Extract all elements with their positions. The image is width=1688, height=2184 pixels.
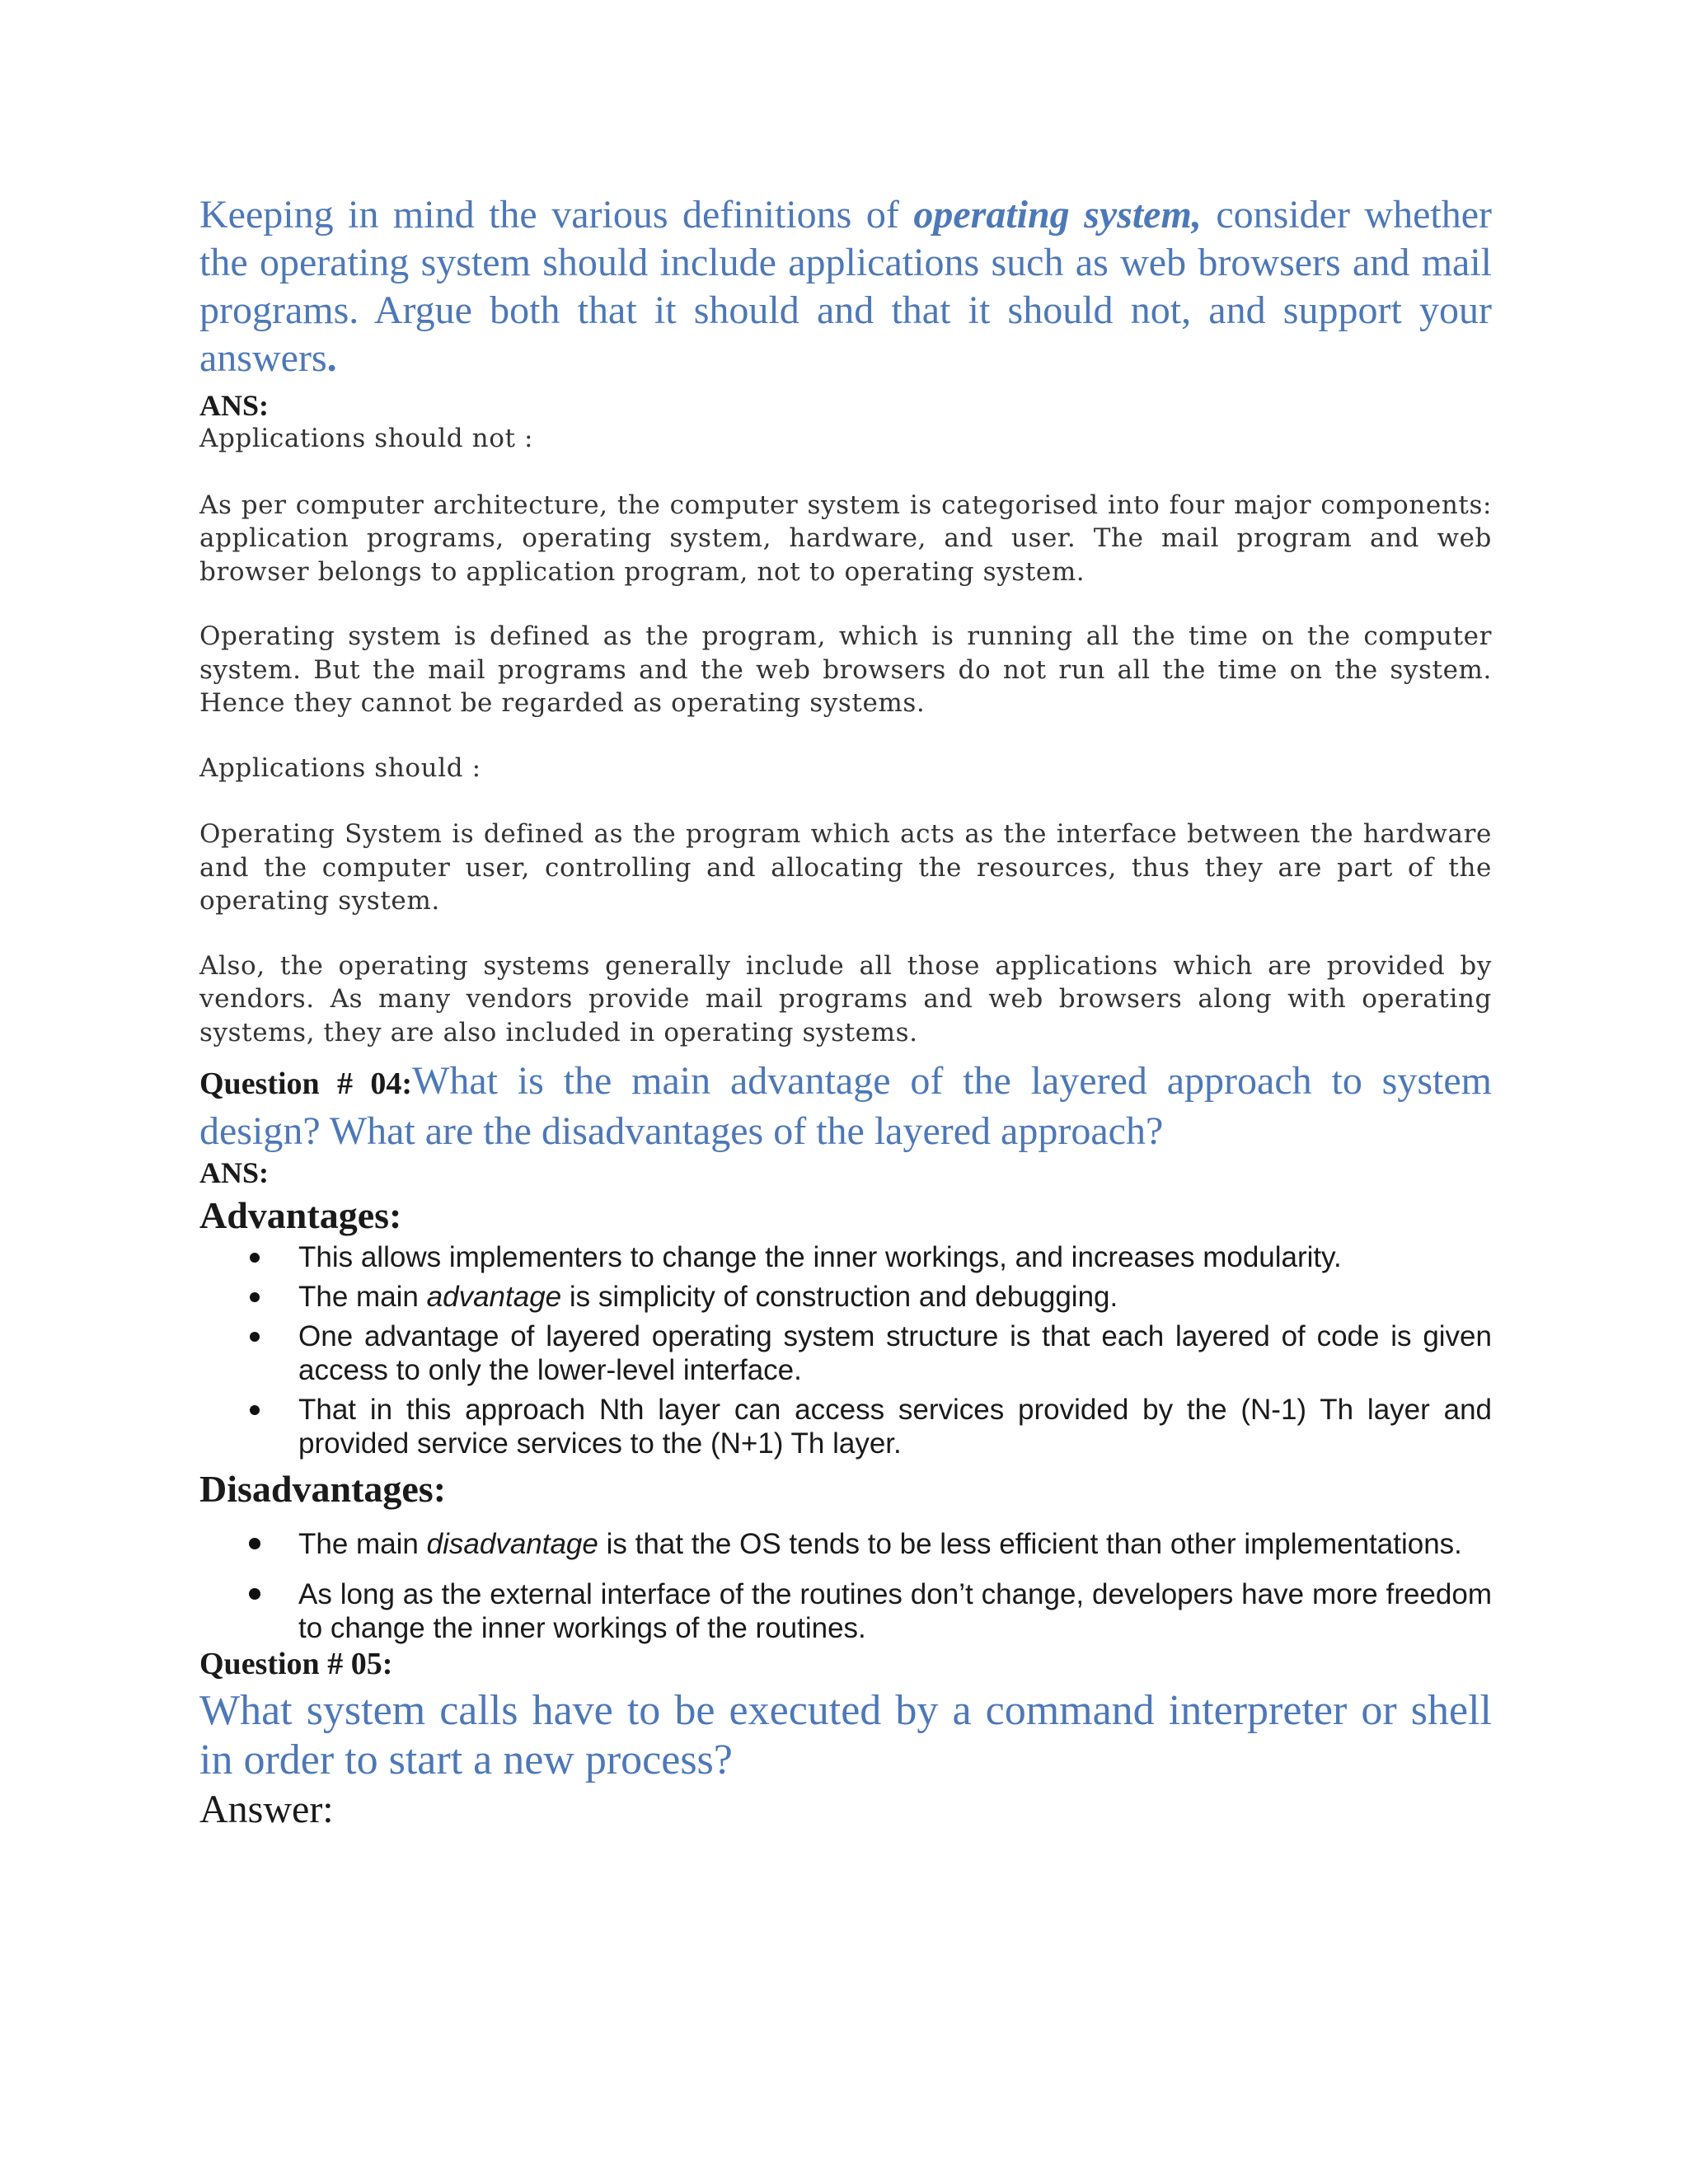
paragraph-os-running: Operating system is defined as the program, which is running all the time on the computer system. But the mail programs and the web browsers do not run all the time on the system. Hence they cannot be regarded as operating systems.: [199, 621, 1492, 718]
paragraph-vendors: Also, the operating systems generally include all those applications which are provided by vendors. As many vendors provide mail programs and web browsers along with operating systems, they are also included in operating systems.: [199, 950, 1492, 1047]
list-item: [199, 1319, 1492, 1387]
heading-applications-should-not: Applications should not :: [199, 424, 534, 453]
heading-applications-should: Applications should :: [199, 752, 481, 783]
advantage-item-3: One advantage of layered operating system structure is that each layered of code is given access to only the lower-level interface.: [298, 1320, 1492, 1386]
bullet-icon: [250, 1405, 260, 1415]
question-04-text: What is the main advantage of the layered approach to system design? What are the disadvantages of the layered approach?: [199, 1059, 1492, 1153]
advantage-item-1: This allows implementers to change the inner workings, and increases modularity.: [298, 1241, 1342, 1273]
question-05-label: Question # 05:: [199, 1647, 393, 1681]
disadvantage-item-1-pre: The main: [298, 1528, 419, 1560]
question-05-text: What system calls have to be executed by a command interpreter or shell in order to start a new process?: [199, 1687, 1492, 1783]
disadvantage-item-1-emphasis: disadvantage: [426, 1528, 598, 1560]
bullet-icon: [250, 1292, 260, 1302]
advantage-item-4: That in this approach Nth layer can access services provided by the (N-1) Th layer and provided service services to the (N+1) Th layer.: [298, 1394, 1492, 1460]
disadvantage-item-2: As long as the external interface of the routines don’t change, developers have more freedom to change the inner workings of the routines.: [298, 1578, 1492, 1644]
list-item: [199, 1393, 1492, 1460]
bullet-icon: [249, 1538, 260, 1549]
question-03-text: [199, 191, 1492, 382]
disadvantage-item-1-post: is that the OS tends to be less efficient than other implementations.: [606, 1528, 1462, 1560]
advantage-item-2-pre: The main: [298, 1281, 419, 1313]
advantages-heading: Advantages:: [199, 1194, 402, 1236]
disadvantages-heading: Disadvantages:: [199, 1468, 447, 1510]
scanned-answer-block: [199, 422, 1492, 1049]
bullet-icon: [250, 1332, 260, 1342]
bullet-icon: [250, 1253, 260, 1263]
advantage-item-2-emphasis: advantage: [426, 1281, 562, 1313]
list-item: [199, 1577, 1492, 1645]
question-03-end: .: [326, 336, 337, 380]
disadvantages-list: [199, 1527, 1492, 1645]
question-04-label: Question # 04:: [199, 1066, 413, 1101]
advantage-item-2-post: is simplicity of construction and debugging.: [569, 1281, 1118, 1313]
advantages-list: [199, 1240, 1492, 1460]
list-item: [199, 1527, 1492, 1561]
answer-label-q4: ANS:: [199, 1156, 270, 1189]
answer-label-q5: Answer:: [199, 1788, 334, 1831]
list-item: [199, 1280, 1492, 1314]
paragraph-architecture: As per computer architecture, the computer system is categorised into four major components: application programs, operating system, hardware, and user. The mail program and web browser belongs to application program, not to operating system.: [199, 490, 1492, 587]
document-page: [199, 191, 1492, 1835]
paragraph-os-interface: Operating System is defined as the program which acts as the interface between the hardware and the computer user, controlling and allocating the resources, thus they are part of the operating system.: [199, 819, 1492, 916]
bullet-icon: [249, 1588, 260, 1600]
question-03-part2: consider whether the operating system should include applications such as web browsers and mail programs. Argue both that it should and that it should not, and support your answers: [199, 193, 1493, 380]
question-03-part1: Keeping in mind the various definitions of: [199, 193, 899, 237]
question-04: [199, 1057, 1492, 1155]
list-item: [199, 1240, 1492, 1274]
answer-label-q3: ANS:: [199, 389, 270, 422]
question-03-emphasis: operating system,: [913, 193, 1202, 237]
